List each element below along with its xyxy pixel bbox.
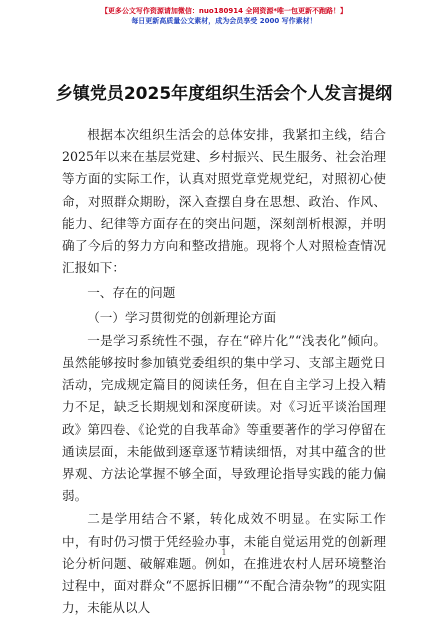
document-title: 乡镇党员2025年度组织生活会个人发言提纲	[55, 84, 393, 104]
section-heading: 一、存在的问题	[87, 285, 176, 301]
banner-line-1: 【更多公文写作资源请加微信：nuo180914 全网资源*唯一包更新不跑路！】	[100, 7, 348, 15]
promo-banner	[0, 6, 448, 26]
document-body	[62, 124, 386, 619]
page-number: 1	[221, 548, 227, 557]
paragraph-point-1: 一是学习系统性不强，存在“碎片化”“浅表化”倾向。虽然能够按时参加镇党委组织的集中学习、支部主题党日活动，完成规定篇目的阅读任务，但在自主学习上投入精力不足，缺乏长期规划和深度研读。对《习近平谈治国理政》第四卷、《论党的自我革命》等重要著作的学习停留在通读层面，未能做到逐章逐节精读细悟，对其中蕴含的世界观、方法论掌握不够全面，导致理论指导实践的能力偏弱。	[62, 332, 386, 504]
intro-paragraph: 根据本次组织生活会的总体安排，我紧扣主线，结合2025年以来在基层党建、乡村振兴、民生服务、社会治理等方面的实际工作，认真对照党章党规党纪，对照初心使命，对照群众期盼，深入查摆自身在思想、政治、作风、能力、纪律等方面存在的突出问题，深刻剖析根源，并明确了今后的努力方向和整改措施。现将个人对照检查情况汇报如下：	[62, 127, 386, 276]
paragraph-point-2: 二是学用结合不紧，转化成效不明显。在实际工作中，有时仍习惯于凭经验办事，未能自觉运用党的创新理论分析问题、破解难题。例如，在推进农村人居环境整治过程中，面对群众“不愿拆旧棚”“不配合清杂物”的现实阻力，未能从以人	[62, 511, 386, 616]
subsection-heading: （一）学习贯彻党的创新理论方面	[87, 309, 277, 325]
banner-line-2: 每日更新高质量公文素材，成为会员享受 2000 写作素材！	[131, 17, 317, 25]
